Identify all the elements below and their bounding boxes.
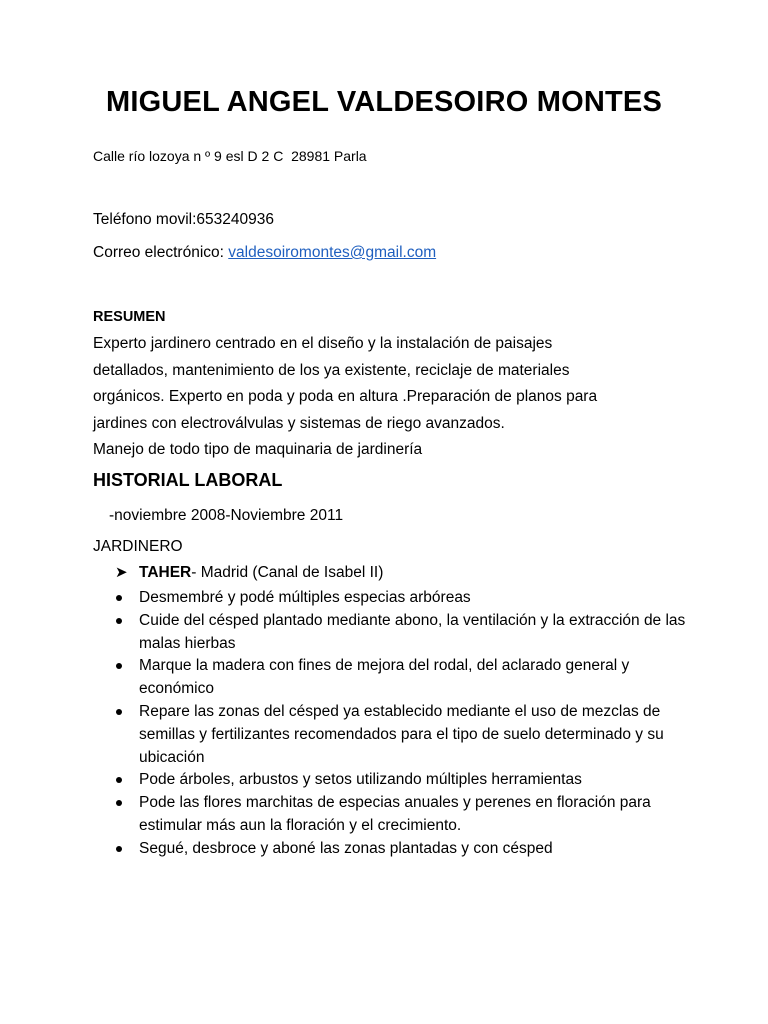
arrow-bullet-icon: ➤: [115, 564, 128, 581]
address: Calle río lozoya n º 9 esl D 2 C 28981 Parla: [93, 148, 367, 164]
duty-text: Marque la madera con fines de mejora del rodal, del aclarado general y económico: [139, 657, 630, 698]
duty-text: Desmembré y podé múltiples especias arbóreas: [139, 589, 471, 606]
duty-item: [115, 610, 695, 656]
bullet-dot-icon: [116, 618, 122, 624]
email-line: [93, 244, 436, 262]
bullet-dot-icon: [116, 663, 122, 669]
summary-text: [93, 331, 653, 464]
candidate-name: MIGUEL ANGEL VALDESOIRO MONTES: [106, 86, 662, 118]
company-location: - Madrid (Canal de Isabel II): [191, 564, 384, 581]
summary-heading: RESUMEN: [93, 309, 166, 325]
duty-item: [115, 838, 695, 861]
email-label: Correo electrónico:: [93, 244, 229, 261]
company-line: [115, 563, 383, 582]
email-link[interactable]: valdesoiromontes@gmail.com: [228, 244, 437, 261]
summary-line: orgánicos. Experto en poda y poda en altura .Preparación de planos para: [93, 388, 598, 405]
duty-item: [115, 587, 695, 610]
bullet-dot-icon: [116, 709, 122, 715]
duty-text: Cuide del césped plantado mediante abono, la ventilación y la extracción de las malas hierbas: [139, 611, 686, 652]
duty-text: Segué, desbroce y aboné las zonas plantadas y con césped: [139, 839, 553, 857]
duty-item: [115, 655, 695, 701]
duty-item: [115, 701, 695, 769]
duty-item: [115, 792, 695, 838]
duty-text: Pode las flores marchitas de especias anuales y perenes en floración para estimular más aun la floración y el crecimiento.: [139, 794, 651, 834]
summary-line: Manejo de todo tipo de maquinaria de jardinería: [93, 441, 423, 458]
duty-text: Pode árboles, arbustos y setos utilizando múltiples herramientas: [139, 771, 582, 789]
duty-item: [115, 769, 695, 792]
bullet-dot-icon: [116, 846, 122, 852]
summary-line: detallados, mantenimiento de los ya existente, reciclaje de materiales: [93, 361, 570, 379]
bullet-dot-icon: [116, 800, 122, 806]
bullet-dot-icon: [116, 595, 122, 601]
phone-number: Teléfono movil:653240936: [93, 211, 274, 228]
bullet-dot-icon: [116, 777, 122, 783]
summary-line: jardines con electroválvulas y sistemas de riego avanzados.: [93, 414, 505, 432]
work-history-heading: HISTORIAL LABORAL: [93, 470, 283, 490]
duties-list: [115, 587, 695, 861]
duty-text: Repare las zonas del césped ya establecido mediante el uso de mezclas de semillas y fertilizantes recomendados para el tipo de suelo determinado y su ubicación: [139, 702, 664, 766]
job-title: JARDINERO: [93, 538, 183, 555]
company-name: TAHER: [139, 564, 192, 581]
employment-dates: -noviembre 2008-Noviembre 2011: [109, 507, 344, 524]
summary-line: Experto jardinero centrado en el diseño y la instalación de paisajes: [93, 335, 553, 352]
